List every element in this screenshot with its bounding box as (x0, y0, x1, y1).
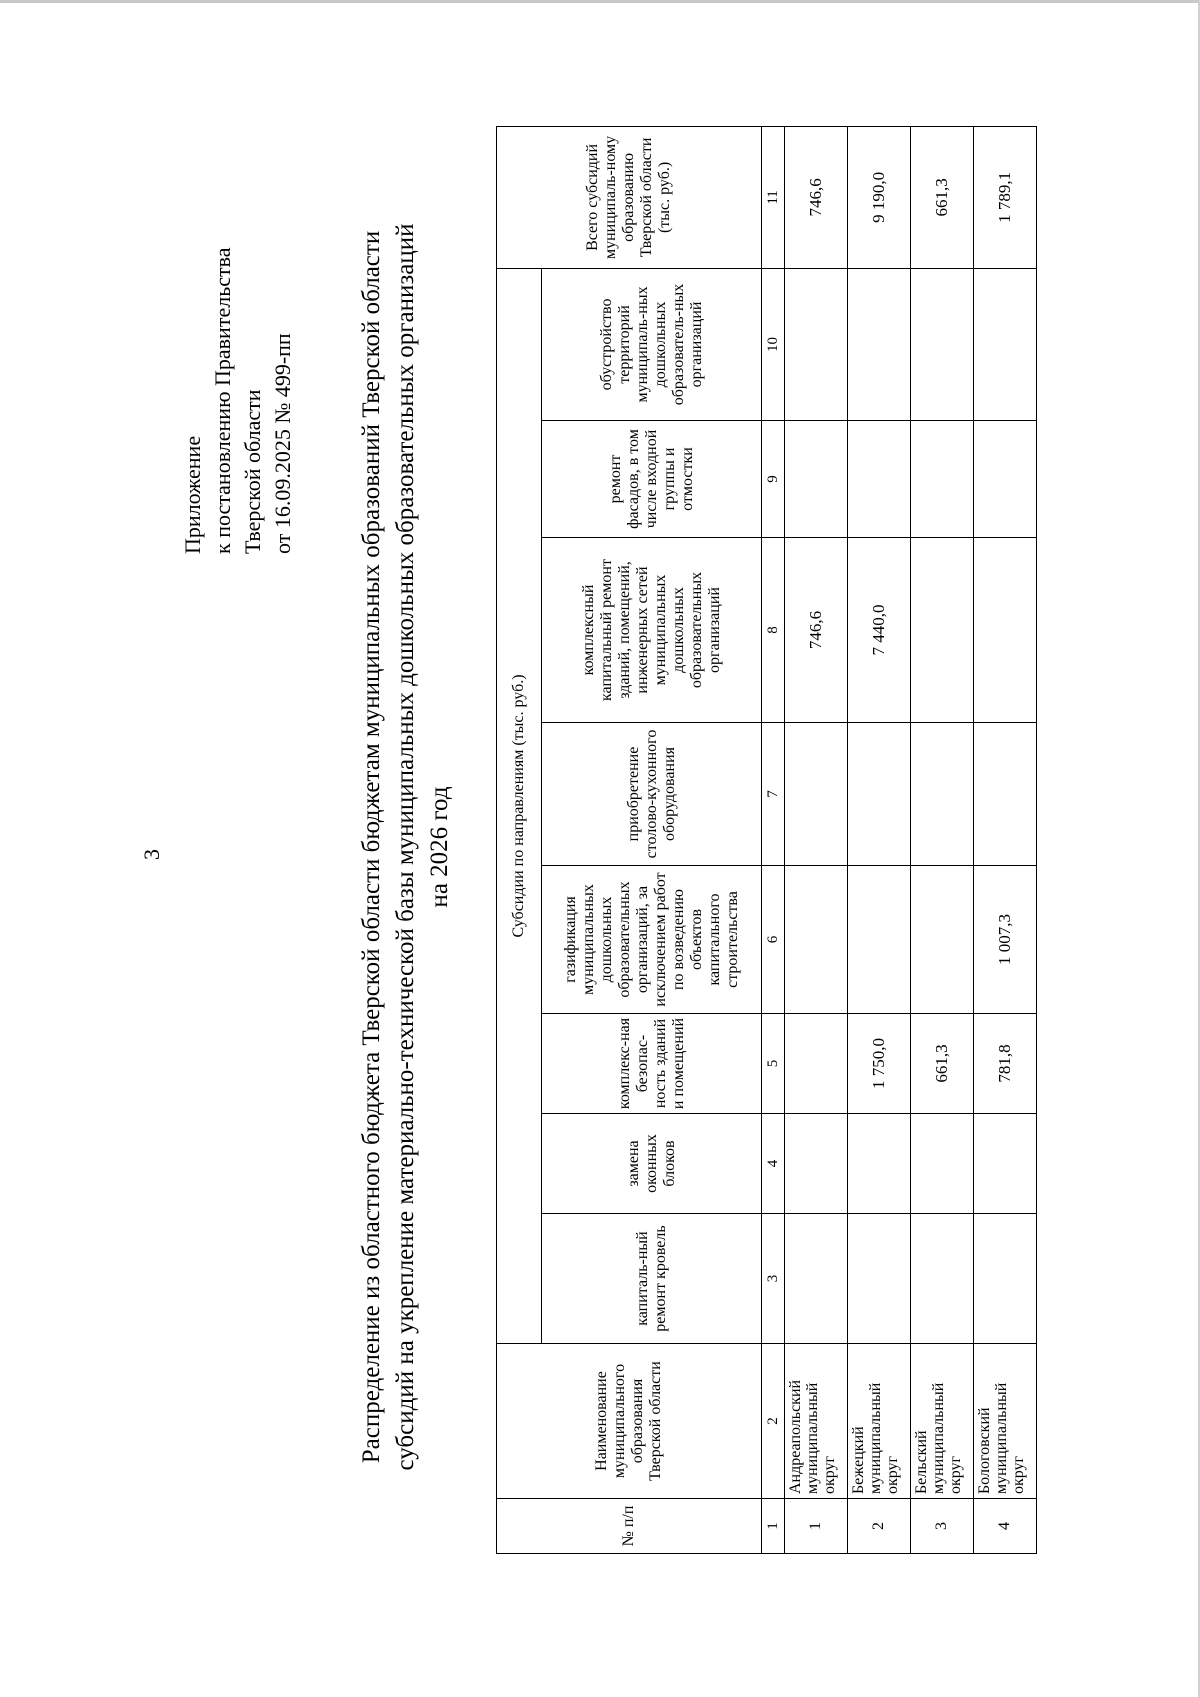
header-subsidies-group: Субсидии по направлениям (тыс. руб.) (497, 268, 542, 1343)
header-num: № п/п (497, 1499, 762, 1554)
header-roof-repair: капиталь-ный ремонт кровель (542, 1214, 762, 1344)
header-window-replacement: замена оконных блоков (542, 1114, 762, 1214)
appendix-block (178, 248, 298, 554)
title-line: Распределение из областного бюджета Тверской области бюджетам муниципальных образований Тверской области (358, 230, 385, 1464)
column-number: 1 (762, 1499, 785, 1554)
column-numbers-row (762, 126, 785, 1553)
cell-total: 1 789,1 (974, 126, 1037, 268)
cell-complex-capital-repair: 7 440,0 (848, 538, 911, 723)
cell-window-replacement (974, 1114, 1037, 1214)
subsidy-distribution-table (496, 126, 1037, 1554)
row-num: 1 (785, 1499, 848, 1554)
cell-gasification (785, 866, 848, 1014)
cell-gasification (848, 866, 911, 1014)
row-municipality: Бологовский муниципальный округ (974, 1344, 1037, 1499)
cell-complex-capital-repair (974, 538, 1037, 723)
cell-window-replacement (848, 1114, 911, 1214)
cell-roof-repair (911, 1214, 974, 1344)
cell-complex-safety: 661,3 (911, 1014, 974, 1114)
column-number: 2 (762, 1344, 785, 1499)
cell-territory-improvement (974, 268, 1037, 420)
title-line: субсидий на укрепление материально-технической базы муниципальных дошкольных образовательных организаций (392, 223, 419, 1471)
cell-window-replacement (785, 1114, 848, 1214)
cell-total: 661,3 (911, 126, 974, 268)
cell-kitchen-equipment (911, 723, 974, 866)
cell-total: 746,6 (785, 126, 848, 268)
row-municipality: Бельский муниципальный округ (911, 1344, 974, 1499)
column-number: 4 (762, 1114, 785, 1214)
column-number: 8 (762, 538, 785, 723)
table-row (848, 126, 911, 1553)
page-number: 3 (139, 849, 164, 860)
column-number: 3 (762, 1214, 785, 1344)
cell-complex-safety: 781,8 (974, 1014, 1037, 1114)
cell-roof-repair (848, 1214, 911, 1344)
appendix-line: от 16.09.2025 № 499-пп (270, 333, 295, 554)
header-kitchen-equipment: приобретение столово-кухонного оборудования (542, 723, 762, 866)
header-gasification: газификация муниципальных дошкольных образовательных организаций, за исключением работ по возведению объектов капитального строительства (542, 866, 762, 1014)
appendix-line: к постановлению Правительства (210, 247, 235, 554)
cell-facade-repair (848, 421, 911, 538)
cell-kitchen-equipment (848, 723, 911, 866)
row-municipality: Бежецкий муниципальный округ (848, 1344, 911, 1499)
header-total: Всего субсидий муниципаль-ному образованию Тверской области (тыс. руб.) (497, 126, 762, 268)
cell-roof-repair (974, 1214, 1037, 1344)
row-num: 3 (911, 1499, 974, 1554)
cell-territory-improvement (785, 268, 848, 420)
cell-complex-capital-repair: 746,6 (785, 538, 848, 723)
table-row (785, 126, 848, 1553)
cell-complex-safety (785, 1014, 848, 1114)
cell-complex-capital-repair (911, 538, 974, 723)
cell-total: 9 190,0 (848, 126, 911, 268)
appendix-line: Приложение (180, 435, 205, 554)
table-row (974, 126, 1037, 1553)
cell-roof-repair (785, 1214, 848, 1344)
column-number: 11 (762, 126, 785, 268)
header-name: Наименование муниципального образования Тверской области (497, 1344, 762, 1499)
column-number: 6 (762, 866, 785, 1014)
cell-kitchen-equipment (974, 723, 1037, 866)
column-number: 9 (762, 421, 785, 538)
document-title (355, 127, 457, 1567)
cell-facade-repair (911, 421, 974, 538)
column-number: 7 (762, 723, 785, 866)
row-num: 2 (848, 1499, 911, 1554)
row-municipality: Андреапольский муниципальный округ (785, 1344, 848, 1499)
header-territory-improvement: обустройство территорий муниципаль-ных дошкольных образователь-ных организаций (542, 268, 762, 420)
cell-territory-improvement (911, 268, 974, 420)
cell-gasification: 1 007,3 (974, 866, 1037, 1014)
cell-kitchen-equipment (785, 723, 848, 866)
cell-facade-repair (974, 421, 1037, 538)
header-complex-capital-repair: комплексный капитальный ремонт зданий, помещений, инженерных сетей муниципальных дошкольных образовательных организаций (542, 538, 762, 723)
header-facade-repair: ремонт фасадов, в том числе входной группы и отмостки (542, 421, 762, 538)
title-line: на 2026 год (426, 786, 453, 908)
column-number: 10 (762, 268, 785, 420)
row-num: 4 (974, 1499, 1037, 1554)
cell-territory-improvement (848, 268, 911, 420)
table-row (911, 126, 974, 1553)
header-complex-safety: комплекс-ная безопас-ность зданий и помещений (542, 1014, 762, 1114)
cell-window-replacement (911, 1114, 974, 1214)
column-number: 5 (762, 1014, 785, 1114)
cell-complex-safety: 1 750,0 (848, 1014, 911, 1114)
cell-gasification (911, 866, 974, 1014)
cell-facade-repair (785, 421, 848, 538)
appendix-line: Тверской области (240, 389, 265, 554)
